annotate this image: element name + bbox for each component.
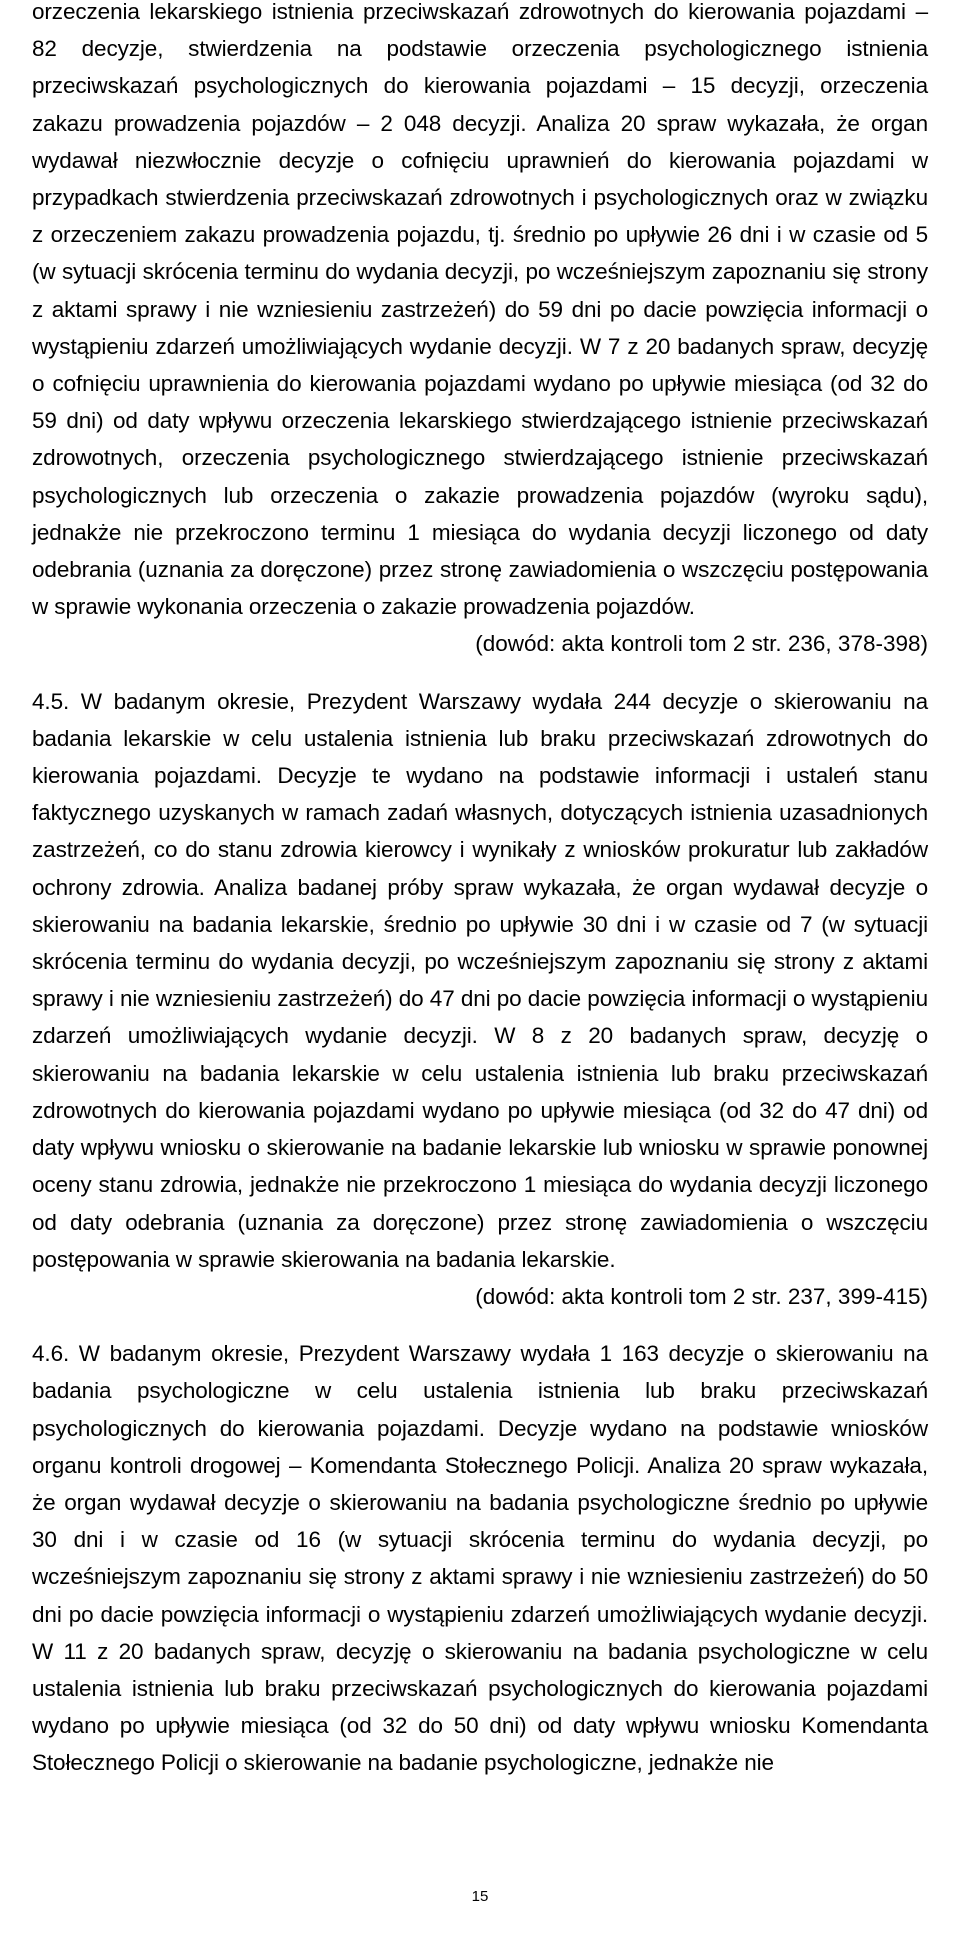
paragraph-section-4-6	[32, 1335, 928, 1781]
paragraph-section-4-5	[32, 683, 928, 1278]
page-number: 15	[471, 1888, 489, 1905]
paragraph-text: W badanym okresie, Prezydent Warszawy wydała 244 decyzje o skierowaniu na badania lekarskie w celu ustalenia istnienia lub braku przeciwskazań zdrowotnych do kierowania pojazdami. Decyzje te wydano na podstawie informacji i ustaleń stanu faktycznego uzyskanych w ramach zadań własnych, dotyczących istnienia uzasadnionych zastrzeżeń, co do stanu zdrowia kierowcy i wynikały z wniosków prokuratur lub zakładów ochrony zdrowia. Analiza badanej próby spraw wykazała, że organ wydawał decyzje o skierowaniu na badania lekarskie, średnio po upływie 30 dni i w czasie od 7 (w sytuacji skrócenia terminu do wydania decyzji, po wcześniejszym zapoznaniu się strony z aktami sprawy i nie wzniesieniu zastrzeżeń) do 47 dni po dacie powzięcia informacji o wystąpieniu zdarzeń umożliwiających wydanie decyzji. W 8 z 20 badanych spraw, decyzję o skierowaniu na badania lekarskie w celu ustalenia istnienia lub braku przeciwskazań zdrowotnych do kierowania pojazdami wydano po upływie miesiąca (od 32 do 47 dni) od daty wpływu wniosku o skierowanie na badanie lekarskie lub wniosku w sprawie ponownej oceny stanu zdrowia, jednakże nie przekroczono 1 miesiąca do wydania decyzji liczonego od daty odebrania (uznania za doręczone) przez stronę zawiadomienia o wszczęciu postępowania w sprawie skierowania na badania lekarskie.	[32, 688, 928, 1272]
document-page	[32, 0, 928, 1782]
paragraph-decision-revocation	[32, 0, 928, 625]
paragraph-text: W badanym okresie, Prezydent Warszawy wydała 1 163 decyzje o skierowaniu na badania psychologiczne w celu ustalenia istnienia lub braku przeciwskazań psychologicznych do kierowania pojazdami. Decyzje wydano na podstawie wniosków organu kontroli drogowej – Komendanta Stołecznego Policji. Analiza 20 spraw wykazała, że organ wydawał decyzje o skierowaniu na badania psychologiczne średnio po upływie 30 dni i w czasie od 16 (w sytuacji skrócenia terminu do wydania decyzji, po wcześniejszym zapoznaniu się strony z aktami sprawy i nie wzniesieniu zastrzeżeń) do 50 dni po dacie powzięcia informacji o wystąpieniu zdarzeń umożliwiających wydanie decyzji. W 11 z 20 badanych spraw, decyzję o skierowaniu na badania psychologiczne w celu ustalenia istnienia lub braku przeciwskazań psychologicznych do kierowania pojazdami wydano po upływie miesiąca (od 32 do 50 dni) od daty wpływu wniosku Komendanta Stołecznego Policji o skierowanie na badanie psychologiczne, jednakże nie	[32, 1341, 929, 1776]
section-number: 4.5.	[32, 688, 70, 714]
paragraph-text: orzeczenia lekarskiego istnienia przeciwskazań zdrowotnych do kierowania pojazdami – 82 decyzje, stwierdzenia na podstawie orzeczenia psychologicznego istnienia przeciwskazań psychologicznych do kierowania pojazdami – 15 decyzji, orzeczenia zakazu prowadzenia pojazdów – 2 048 decyzji. Analiza 20 spraw wykazała, że organ wydawał niezwłocznie decyzje o cofnięciu uprawnień do kierowania pojazdami w przypadkach stwierdzenia przeciwskazań zdrowotnych i psychologicznych oraz w związku z orzeczeniem zakazu prowadzenia pojazdu, tj. średnio po upływie 26 dni i w czasie od 5 (w sytuacji skrócenia terminu do wydania decyzji, po wcześniejszym zapoznaniu się strony z aktami sprawy i nie wzniesieniu zastrzeżeń) do 59 dni po dacie powzięcia informacji o wystąpieniu zdarzeń umożliwiających wydanie decyzji. W 7 z 20 badanych spraw, decyzję o cofnięciu uprawnienia do kierowania pojazdami wydano po upływie miesiąca (od 32 do 59 dni) od daty wpływu orzeczenia lekarskiego stwierdzającego istnienie przeciwskazań zdrowotnych, orzeczenia psychologicznego stwierdzającego istnienie przeciwskazań psychologicznych lub orzeczenia o zakazie prowadzenia pojazdów (wyroku sądu), jednakże nie przekroczono terminu 1 miesiąca do wydania decyzji liczonego od daty odebrania (uznania za doręczone) przez stronę zawiadomienia o wszczęciu postępowania w sprawie wykonania orzeczenia o zakazie prowadzenia pojazdów.	[32, 0, 928, 620]
section-number: 4.6.	[32, 1341, 70, 1367]
evidence-reference: (dowód: akta kontroli tom 2 str. 237, 399-415)	[475, 1283, 928, 1309]
evidence-reference: (dowód: akta kontroli tom 2 str. 236, 378-398)	[475, 631, 928, 657]
